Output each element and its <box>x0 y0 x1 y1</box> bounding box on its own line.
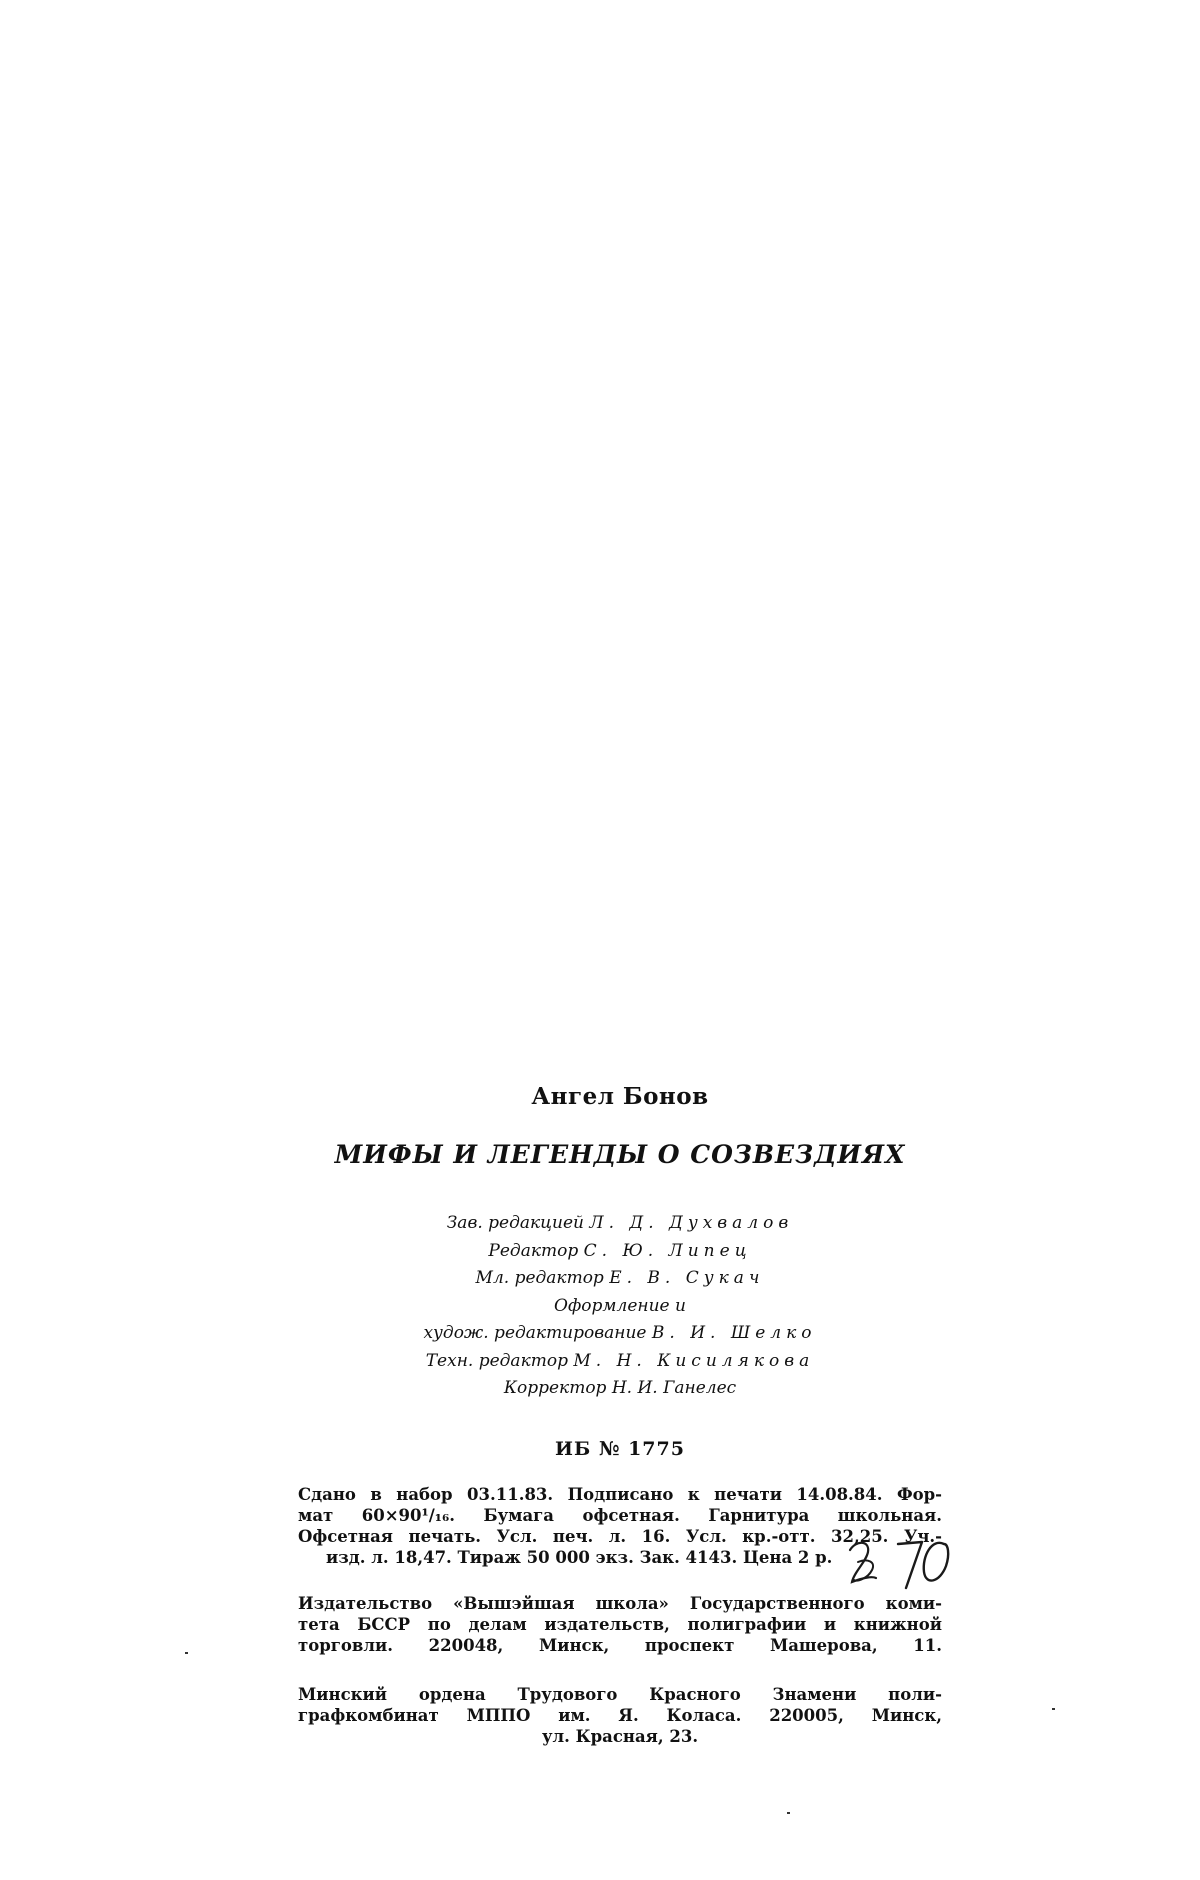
credit-line <box>298 1348 942 1376</box>
credit-line <box>298 1210 942 1238</box>
publisher-line: тета БССР по делам издательств, полиграфии и книжной <box>298 1615 942 1634</box>
publisher-line: Издательство «Вышэйшая школа» Государственного коми- <box>298 1594 942 1613</box>
editorial-credits <box>298 1210 942 1403</box>
book-title: МИФЫ И ЛЕГЕНДЫ О СОЗВЕЗДИЯХ <box>334 1140 906 1169</box>
credit-role: Техн. редактор <box>425 1350 568 1371</box>
scan-speck <box>787 1812 790 1814</box>
credit-role: Редактор <box>488 1240 579 1261</box>
credit-line <box>298 1265 942 1293</box>
ib-number: ИБ № 1775 <box>555 1438 685 1460</box>
scan-speck <box>185 1652 188 1654</box>
credit-line <box>298 1375 942 1403</box>
credit-role: Оформление и <box>554 1295 686 1316</box>
credit-role: Мл. редактор <box>475 1268 604 1288</box>
print-details-line: Сдано в набор 03.11.83. Подписано к печати 14.08.84. Фор- <box>298 1485 942 1504</box>
credit-person: Л. Д. Духвалов <box>589 1213 794 1233</box>
credit-role: худож. редактирование <box>423 1323 647 1343</box>
print-details-line: мат 60×90¹/₁₆. Бумага офсетная. Гарнитура школьная. <box>298 1506 942 1525</box>
scan-speck <box>1052 1708 1055 1710</box>
publisher-line: торговли. 220048, Минск, проспект Машерова, 11. <box>298 1636 942 1655</box>
credit-role: Зав. редакцией <box>446 1213 584 1233</box>
handwritten-price-mark <box>846 1532 954 1592</box>
credit-line <box>298 1320 942 1348</box>
credit-line <box>298 1293 942 1321</box>
credit-person: Н. И. Ганелес <box>611 1378 737 1398</box>
printer-line: Минский ордена Трудового Красного Знамени поли- <box>298 1685 942 1704</box>
printer-info <box>298 1684 942 1747</box>
printer-line: ул. Красная, 23. <box>541 1727 699 1746</box>
credit-person: М. Н. Кисилякова <box>573 1350 815 1371</box>
credit-person: С. Ю. Липец <box>583 1240 752 1261</box>
credit-line <box>298 1238 942 1266</box>
credit-person: В. И. Шелко <box>651 1323 817 1343</box>
printer-line: графкомбинат МППО им. Я. Коласа. 220005, Минск, <box>298 1706 942 1725</box>
print-details-line: изд. л. 18,47. Тираж 50 000 экз. Зак. 4143. Цена 2 р. <box>326 1548 833 1567</box>
author-name: Ангел Бонов <box>531 1083 709 1110</box>
credit-role: Корректор <box>503 1378 607 1398</box>
credit-person: Е. В. Сукач <box>609 1268 765 1288</box>
publisher-info <box>298 1593 942 1656</box>
print-details-line: Офсетная печать. Усл. печ. л. 16. Усл. кр.-отт. 32,25. Уч.- <box>298 1527 942 1546</box>
